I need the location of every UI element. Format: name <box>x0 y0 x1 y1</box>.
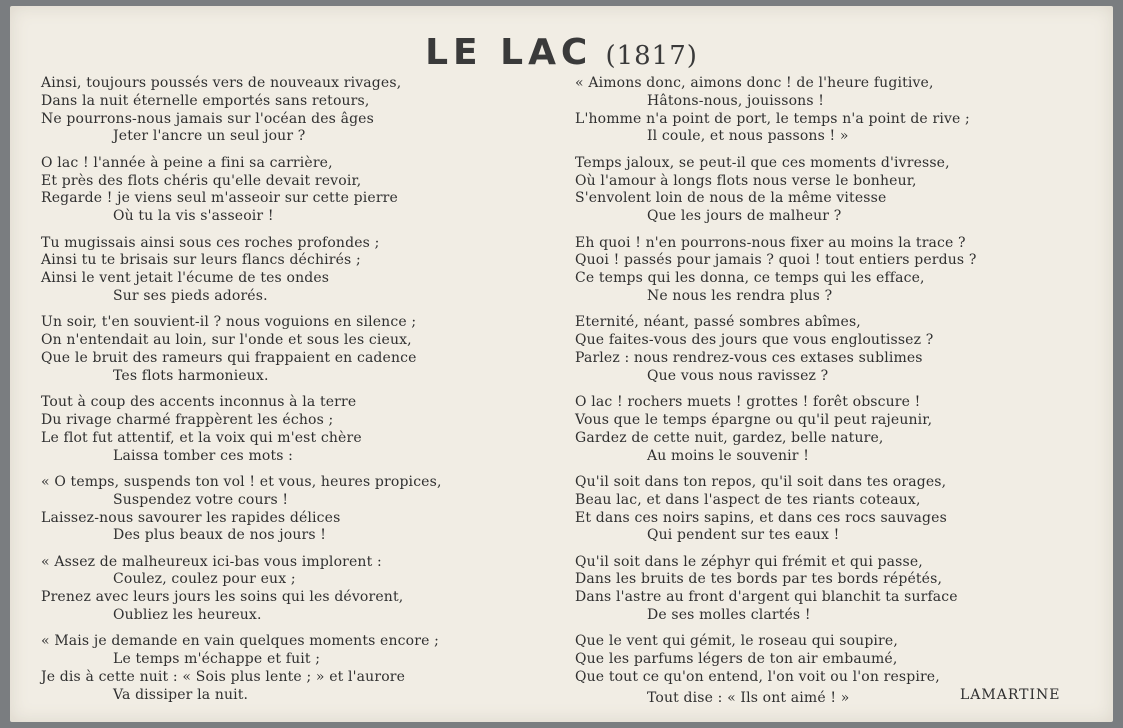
author-signature: LAMARTINE <box>960 686 1061 703</box>
stanza <box>575 75 1100 146</box>
verse-line: S'envolent loin de nous de la même vitesse <box>575 190 887 207</box>
verse-line: « Mais je demande en vain quelques moments encore ; <box>41 633 439 650</box>
stanza <box>41 554 561 625</box>
stanza <box>575 155 1100 226</box>
verse-line: Le temps m'échappe et fuit ; <box>113 651 321 668</box>
poem-title: LE LAC <box>425 32 593 73</box>
stanza <box>575 314 1100 385</box>
verse-line: Coulez, coulez pour eux ; <box>113 571 296 588</box>
verse-line: Va dissiper la nuit. <box>113 686 249 703</box>
verse-line: Le flot fut attentif, et la voix qui m'est chère <box>41 429 362 446</box>
verse-line: Ainsi le vent jetait l'écume de tes ondes <box>41 270 330 287</box>
verse-line: Suspendez votre cours ! <box>113 491 289 508</box>
verse-line: Laissa tomber ces mots : <box>113 447 294 464</box>
stanza <box>41 155 561 226</box>
stanza <box>41 75 561 146</box>
verse-line: Il coule, et nous passons ! » <box>647 128 849 145</box>
stanza <box>575 474 1100 545</box>
verse-line: Sur ses pieds adorés. <box>113 287 268 304</box>
verse-line: Tes flots harmonieux. <box>113 367 269 384</box>
verse-line: Qu'il soit dans ton repos, qu'il soit dans tes orages, <box>575 473 947 490</box>
verse-line: Et près des flots chéris qu'elle devait revoir, <box>41 172 362 189</box>
verse-line: On n'entendait au loin, sur l'onde et sous les cieux, <box>41 332 412 349</box>
verse-line: Dans les bruits de tes bords par tes bords répétés, <box>575 571 943 588</box>
right-column <box>575 75 1100 716</box>
verse-line: Du rivage charmé frappèrent les échos ; <box>41 411 334 428</box>
stanza <box>575 633 1100 707</box>
verse-line: Eh quoi ! n'en pourrons-nous fixer au moins la trace ? <box>575 234 966 251</box>
verse-line: Quoi ! passés pour jamais ? quoi ! tout entiers perdus ? <box>575 252 977 269</box>
verse-line: Tout à coup des accents inconnus à la terre <box>41 394 357 411</box>
stanza <box>575 554 1100 625</box>
verse-line: Hâtons-nous, jouissons ! <box>647 92 825 109</box>
verse-line: Beau lac, et dans l'aspect de tes riants coteaux, <box>575 491 921 508</box>
verse-line: O lac ! l'année à peine a fini sa carrière, <box>41 154 333 171</box>
poem-year: (1817) <box>605 41 698 71</box>
verse-line: « O temps, suspends ton vol ! et vous, heures propices, <box>41 473 442 490</box>
verse-line: Des plus beaux de nos jours ! <box>113 527 327 544</box>
left-column <box>41 75 561 713</box>
closing-row <box>575 687 1100 708</box>
stanza <box>41 394 561 465</box>
verse-line: Oubliez les heureux. <box>113 607 262 624</box>
verse-line: Ainsi tu te brisais sur leurs flancs déchirés ; <box>41 252 361 269</box>
stanza <box>575 235 1100 306</box>
poem-heading <box>10 32 1113 73</box>
verse-line: Ne nous les rendra plus ? <box>647 287 833 304</box>
verse-line: Qui pendent sur tes eaux ! <box>647 527 840 544</box>
verse-line: Que vous nous ravissez ? <box>647 367 829 384</box>
verse-line: Tout dise : « Ils ont aimé ! » <box>647 689 850 706</box>
verse-line: O lac ! rochers muets ! grottes ! forêt obscure ! <box>575 394 921 411</box>
verse-line: Que faites-vous des jours que vous engloutissez ? <box>575 332 934 349</box>
verse-line: De ses molles clartés ! <box>647 607 811 624</box>
verse-line: Tu mugissais ainsi sous ces roches profondes ; <box>41 234 380 251</box>
verse-line: Regarde ! je viens seul m'asseoir sur cette pierre <box>41 190 398 207</box>
verse-line: Un soir, t'en souvient-il ? nous voguions en silence ; <box>41 314 417 331</box>
stanza <box>41 314 561 385</box>
verse-line: Gardez de cette nuit, gardez, belle nature, <box>575 429 884 446</box>
verse-line: Temps jaloux, se peut-il que ces moments d'ivresse, <box>575 154 950 171</box>
verse-line: Eternité, néant, passé sombres abîmes, <box>575 314 861 331</box>
verse-line: Que tout ce qu'on entend, l'on voit ou l'on respire, <box>575 669 940 686</box>
verse-line: Au moins le souvenir ! <box>647 447 810 464</box>
verse-line: Prenez avec leurs jours les soins qui les dévorent, <box>41 589 404 606</box>
verse-line: Que les jours de malheur ? <box>647 208 842 225</box>
verse-line: Jeter l'ancre un seul jour ? <box>113 128 306 145</box>
stanza <box>41 235 561 306</box>
verse-line: Que le bruit des rameurs qui frappaient en cadence <box>41 349 417 366</box>
verse-line: Que le vent qui gémit, le roseau qui soupire, <box>575 633 898 650</box>
stanza <box>41 474 561 545</box>
verse-line: Dans la nuit éternelle emportés sans retours, <box>41 92 370 109</box>
verse-line: Ne pourrons-nous jamais sur l'océan des âges <box>41 110 374 127</box>
postcard <box>10 6 1113 722</box>
verse-line: Ce temps qui les donna, ce temps qui les efface, <box>575 270 925 287</box>
verse-line: Où tu la vis s'asseoir ! <box>113 208 274 225</box>
stanza <box>41 633 561 704</box>
verse-line: L'homme n'a point de port, le temps n'a point de rive ; <box>575 110 970 127</box>
verse-line: Qu'il soit dans le zéphyr qui frémit et qui passe, <box>575 553 923 570</box>
verse-line: Laissez-nous savourer les rapides délices <box>41 509 341 526</box>
verse-line: Je dis à cette nuit : « Sois plus lente ; » et l'aurore <box>41 669 406 686</box>
verse-line: Où l'amour à longs flots nous verse le bonheur, <box>575 172 917 189</box>
verse-line: Dans l'astre au front d'argent qui blanchit ta surface <box>575 589 958 606</box>
verse-line: « Assez de malheureux ici-bas vous implorent : <box>41 553 382 570</box>
verse-line: Que les parfums légers de ton air embaumé, <box>575 651 898 668</box>
stanza <box>575 394 1100 465</box>
verse-line: « Aimons donc, aimons donc ! de l'heure fugitive, <box>575 75 934 91</box>
verse-line: Vous que le temps épargne ou qu'il peut rajeunir, <box>575 411 933 428</box>
verse-line: Parlez : nous rendrez-vous ces extases sublimes <box>575 349 923 366</box>
verse-line: Ainsi, toujours poussés vers de nouveaux rivages, <box>41 75 402 91</box>
verse-line: Et dans ces noirs sapins, et dans ces rocs sauvages <box>575 509 947 526</box>
